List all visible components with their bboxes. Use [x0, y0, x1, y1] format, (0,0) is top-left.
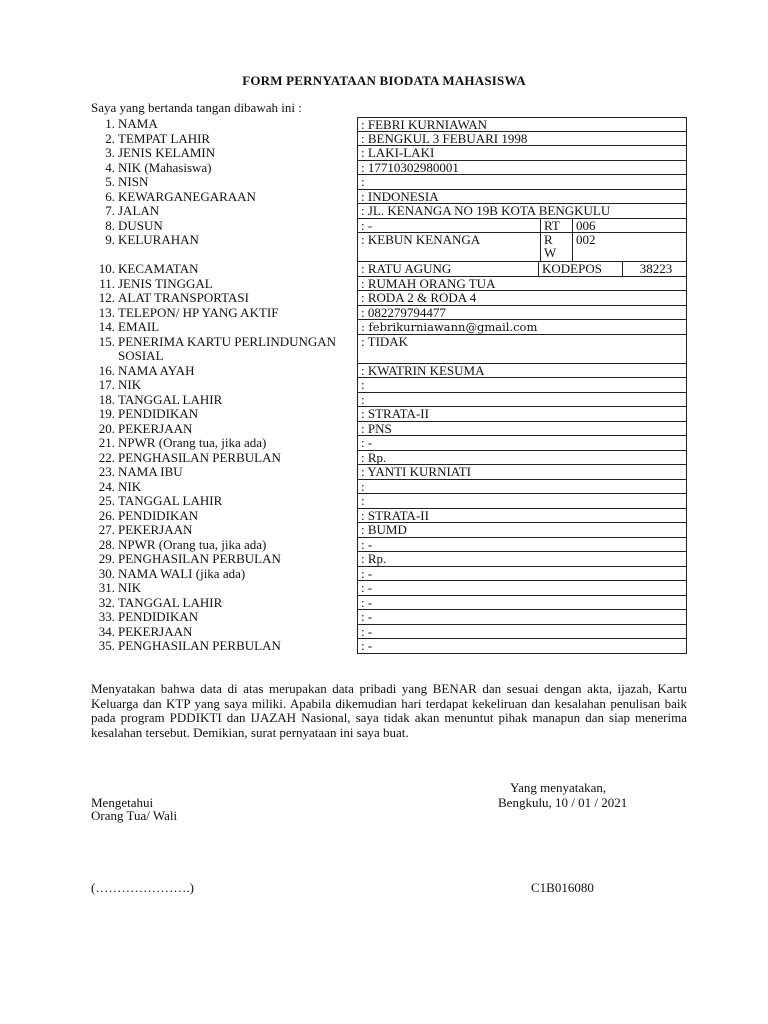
table-row [91, 277, 687, 292]
field-value-cell [357, 494, 687, 509]
field-label: PENGHASILAN PERBULAN [118, 638, 281, 653]
table-row [91, 480, 687, 495]
field-label: NAMA [118, 116, 158, 131]
field-value: : - [361, 624, 373, 639]
table-row [91, 523, 687, 538]
field-label: TANGGAL LAHIR [118, 391, 223, 407]
field-label: NAMA IBU [118, 464, 183, 479]
row-number: 4. [105, 159, 115, 175]
field-value: : 17710302980001 [361, 160, 459, 175]
field-value: : RODA 2 & RODA 4 [361, 291, 477, 305]
row-number: 31. [98, 580, 115, 595]
field-value-cell [357, 407, 687, 422]
field-value: : - [361, 537, 373, 552]
table-row [91, 552, 687, 567]
table-row [91, 509, 687, 524]
field-label: PENDIDIKAN [118, 609, 199, 624]
field-label: NPWR (Orang tua, jika ada) [118, 536, 267, 552]
field-label: KELURAHAN [118, 232, 199, 247]
sub-field-value: 002 [572, 233, 686, 261]
table-row [91, 436, 687, 451]
row-number: 25. [98, 493, 115, 508]
field-value-cell [357, 523, 687, 538]
field-label: DUSUN [118, 217, 163, 233]
table-row [91, 494, 687, 509]
field-value-cell [357, 393, 687, 408]
row-number: 5. [105, 174, 115, 189]
intro-text: Saya yang bertanda tangan dibawah ini : [91, 100, 302, 115]
field-label: PENGHASILAN PERBULAN [118, 551, 281, 566]
field-label: PENDIDIKAN [118, 507, 199, 523]
field-value: : [361, 392, 365, 407]
row-number: 20. [98, 420, 115, 436]
table-row [91, 393, 687, 408]
field-label: NIK [118, 580, 142, 595]
row-number: 18. [98, 391, 115, 407]
field-value-cell [357, 596, 687, 611]
field-value-cell [357, 639, 687, 654]
table-row [91, 204, 687, 219]
field-value: : RATU AGUNG [361, 262, 452, 276]
field-label: JALAN [118, 203, 160, 218]
row-number: 34. [98, 623, 115, 639]
field-value-cell [357, 262, 687, 277]
field-label: NIK [118, 377, 142, 392]
field-value: : Rp. [361, 552, 387, 566]
field-value: : - [361, 581, 373, 595]
witness-signature-blank: (………………….) [91, 880, 194, 895]
field-value: : KEBUN KENANGA [361, 233, 481, 247]
row-number: 29. [98, 551, 115, 566]
row-number: 19. [98, 406, 115, 421]
table-row [91, 538, 687, 553]
table-row [91, 117, 687, 132]
table-row [91, 451, 687, 466]
field-value-cell [357, 190, 687, 205]
row-number: 35. [98, 638, 115, 653]
field-value: : BENGKUL 3 FEBUARI 1998 [361, 131, 528, 146]
field-value: : - [361, 610, 373, 624]
row-number: 33. [98, 609, 115, 624]
sub-field-value: 38223 [622, 262, 686, 276]
table-row [91, 581, 687, 596]
field-label: KECAMATAN [118, 261, 199, 276]
field-value-cell [357, 422, 687, 437]
row-number: 32. [98, 594, 115, 610]
field-label: NIK (Mahasiswa) [118, 159, 212, 175]
table-row [91, 610, 687, 625]
row-number: 10. [98, 261, 115, 276]
field-label: PENERIMA KARTU PERLINDUNGAN SOSIAL [118, 333, 337, 363]
row-number: 2. [105, 130, 115, 146]
sub-field-label: KODEPOS [538, 262, 624, 276]
statement-paragraph: Menyatakan bahwa data di atas merupakan data pribadi yang BENAR dan sesuai dengan akta, ijazah, Kartu Keluarga dan KTP yang saya miliki. Apabila dikemudian hari terdapat kekeliruan dan kesalahan penulisan baik pada program PDDIKTI dan IJAZAH Nasional, saya tidak akan menuntut pihak manapun dan siap menerima kesalahan tersebut. Demikian, surat pernyataan ini saya buat. [91, 681, 687, 740]
field-value-cell [357, 117, 687, 132]
field-value-cell [357, 364, 687, 379]
field-value-cell [357, 306, 687, 321]
row-number: 21. [98, 435, 115, 450]
row-number: 16. [98, 362, 115, 378]
row-number: 30. [98, 565, 115, 581]
field-value-cell [357, 552, 687, 567]
row-number: 15. [98, 333, 115, 349]
field-label: NPWR (Orang tua, jika ada) [118, 435, 267, 450]
row-number: 8. [105, 217, 115, 233]
table-row [91, 596, 687, 611]
field-value-cell [357, 175, 687, 190]
table-row [91, 378, 687, 393]
field-value: : STRATA-II [361, 508, 429, 523]
field-label: TEMPAT LAHIR [118, 130, 211, 146]
field-value-cell [357, 451, 687, 466]
table-row [91, 161, 687, 176]
field-value-cell [357, 146, 687, 161]
field-value: : TIDAK [361, 334, 409, 349]
row-number: 6. [105, 188, 115, 204]
field-value-cell [357, 465, 687, 480]
field-value-cell [357, 436, 687, 451]
field-value: : - [361, 436, 373, 450]
row-number: 1. [105, 116, 115, 131]
field-label: NAMA WALI (jika ada) [118, 565, 246, 581]
field-value: : febrikurniawann@gmail.com [361, 320, 538, 334]
field-value: : STRATA-II [361, 407, 429, 421]
field-value-cell [357, 277, 687, 292]
field-label: TANGGAL LAHIR [118, 594, 223, 610]
sub-field-label: R W [540, 233, 554, 261]
field-value-cell [357, 320, 687, 335]
field-value: : [361, 479, 365, 494]
field-label: PEKERJAAN [118, 420, 193, 436]
field-label: JENIS KELAMIN [118, 145, 216, 160]
row-number: 22. [98, 449, 115, 465]
field-label: ALAT TRANSPORTASI [118, 290, 249, 305]
field-value-cell [357, 335, 687, 364]
row-number: 11. [99, 275, 115, 291]
table-row [91, 132, 687, 147]
row-number: 3. [105, 145, 115, 160]
table-row [91, 175, 687, 190]
field-value-cell [357, 509, 687, 524]
table-row [91, 306, 687, 321]
field-value: : [361, 494, 365, 508]
table-row [91, 625, 687, 640]
row-number: 13. [98, 304, 115, 320]
table-row [91, 407, 687, 422]
student-id: C1B016080 [531, 880, 594, 895]
table-row [91, 465, 687, 480]
row-number: 17. [98, 377, 115, 392]
field-label: TELEPON/ HP YANG AKTIF [118, 304, 279, 320]
field-value: : Rp. [361, 450, 387, 465]
row-number: 7. [105, 203, 115, 218]
field-label: KEWARGANEGARAAN [118, 188, 256, 204]
row-number: 14. [98, 319, 115, 334]
field-value: : 082279794477 [361, 305, 446, 320]
field-value-cell [357, 233, 687, 262]
table-row [91, 422, 687, 437]
row-number: 9. [105, 232, 115, 247]
field-label: JENIS TINGGAL [118, 275, 213, 291]
row-number: 27. [98, 522, 115, 537]
table-row [91, 639, 687, 654]
field-value-cell [357, 538, 687, 553]
field-value-cell [357, 161, 687, 176]
field-label: NIK [118, 478, 142, 494]
field-label: PENDIDIKAN [118, 406, 199, 421]
table-row [91, 219, 687, 234]
table-row [91, 233, 687, 262]
field-value: : BUMD [361, 523, 407, 537]
field-label: PEKERJAAN [118, 522, 193, 537]
sub-field-label: RT [540, 219, 572, 233]
declarant-label: Yang menyatakan, [510, 780, 607, 795]
row-number: 26. [98, 507, 115, 523]
witness-label: Mengetahui [91, 795, 154, 810]
place-date: Bengkulu, 10 / 01 / 2021 [498, 795, 628, 810]
row-number: 24. [98, 478, 115, 494]
sub-field-value: 006 [572, 219, 686, 233]
field-value: : - [361, 218, 373, 233]
row-number: 28. [98, 536, 115, 552]
field-value: : - [361, 639, 373, 653]
row-number: 12. [98, 290, 115, 305]
field-value: : - [361, 566, 373, 581]
table-row [91, 320, 687, 335]
field-value: : KWATRIN KESUMA [361, 363, 485, 378]
field-value-cell [357, 291, 687, 306]
field-value-cell [357, 204, 687, 219]
table-row [91, 364, 687, 379]
table-row [91, 291, 687, 306]
field-value: : FEBRI KURNIAWAN [361, 117, 488, 132]
field-value: : [361, 378, 365, 392]
field-value-cell [357, 567, 687, 582]
row-number: 23. [98, 464, 115, 479]
field-value-cell [357, 581, 687, 596]
table-row [91, 262, 687, 277]
table-row [91, 146, 687, 161]
field-value: : JL. KENANGA NO 19B KOTA BENGKULU [361, 204, 611, 218]
table-row [91, 567, 687, 582]
table-row [91, 335, 687, 364]
table-row [91, 190, 687, 205]
witness-role: Orang Tua/ Wali [91, 808, 178, 823]
field-value: : PNS [361, 421, 392, 436]
field-value: : [361, 175, 365, 189]
field-label: NISN [118, 174, 149, 189]
field-label: EMAIL [118, 319, 160, 334]
field-value-cell [357, 132, 687, 147]
field-value: : RUMAH ORANG TUA [361, 276, 496, 291]
field-label: NAMA AYAH [118, 362, 195, 378]
biodata-table [91, 117, 687, 654]
field-label: PENGHASILAN PERBULAN [118, 449, 281, 465]
field-value-cell [357, 625, 687, 640]
field-label: TANGGAL LAHIR [118, 493, 223, 508]
field-value-cell [357, 219, 687, 234]
field-value-cell [357, 610, 687, 625]
field-label: PEKERJAAN [118, 623, 193, 639]
form-title: FORM PERNYATAAN BIODATA MAHASISWA [242, 73, 526, 88]
field-value-cell [357, 480, 687, 495]
field-value-cell [357, 378, 687, 393]
field-value: : INDONESIA [361, 189, 439, 204]
field-value: : LAKI-LAKI [361, 146, 435, 160]
field-value: : - [361, 595, 373, 610]
field-value: : YANTI KURNIATI [361, 465, 472, 479]
